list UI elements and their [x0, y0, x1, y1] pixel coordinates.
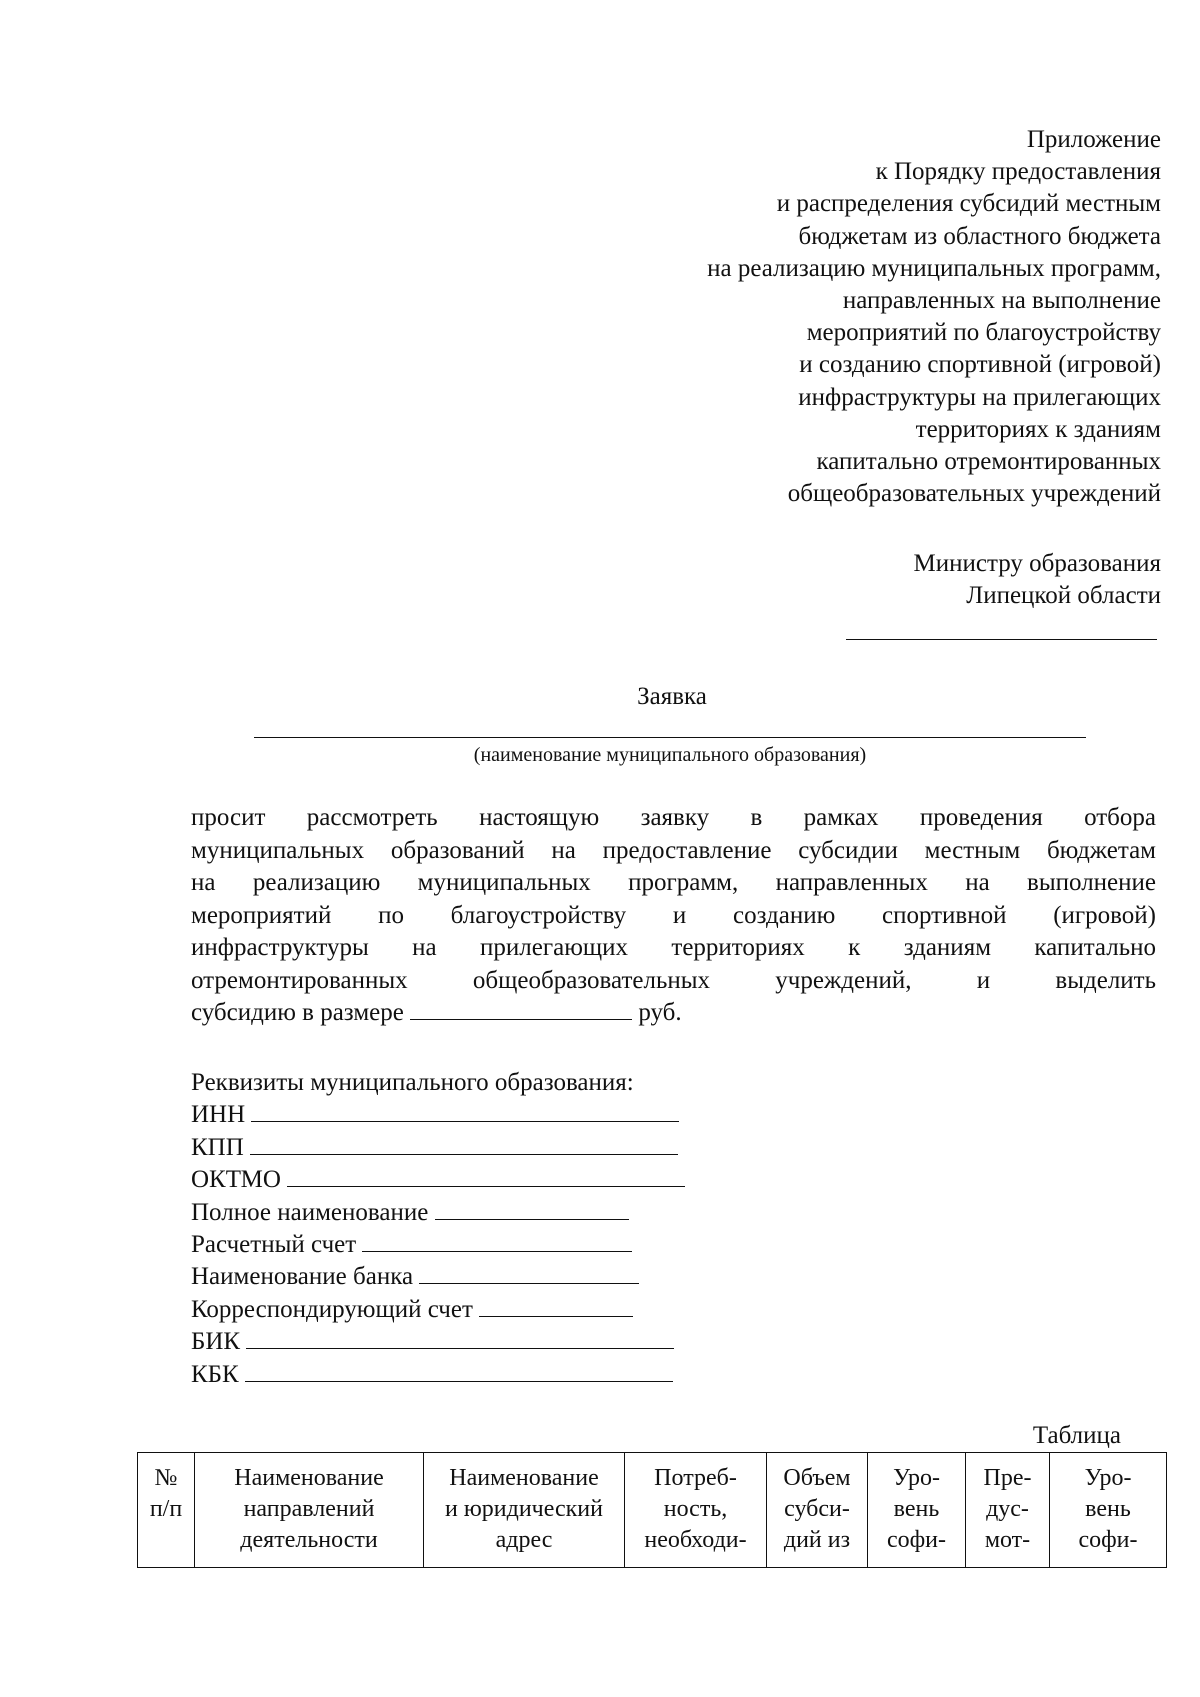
requisites-heading: Реквизиты муниципального образования:	[191, 1069, 634, 1096]
subsidy-amount-blank[interactable]	[410, 997, 632, 1020]
header-cell-subsidy-volume: Объем субси- дий из	[767, 1453, 868, 1568]
req-field-bank	[191, 1261, 685, 1293]
kbk-blank[interactable]	[245, 1359, 673, 1382]
table-caption: Таблица	[1032, 1422, 1121, 1449]
header-cell-number: № п/п	[138, 1453, 195, 1568]
req-field-inn	[191, 1099, 685, 1131]
appendix-line: к Порядку предоставления	[875, 158, 1161, 186]
header-cell-name-address: Наименование и юридический адрес	[424, 1453, 625, 1568]
header-cell-need: Потреб- ность, необходи-	[625, 1453, 767, 1568]
req-label: ОКТМО	[191, 1166, 281, 1194]
subsidy-prefix: субсидию в размере	[191, 999, 404, 1026]
req-field-kbk	[191, 1359, 685, 1391]
kpp-blank[interactable]	[250, 1132, 678, 1155]
appendix-line: и созданию спортивной (игровой)	[799, 351, 1161, 379]
municipality-caption: (наименование муниципального образования)	[473, 744, 867, 766]
subsidy-suffix: руб.	[638, 999, 682, 1026]
body-line: мероприятий по благоустройству и созданию спортивной (игровой)	[191, 901, 1156, 929]
req-field-kpp	[191, 1132, 685, 1164]
appendix-line: бюджетам из областного бюджета	[798, 222, 1161, 250]
bik-blank[interactable]	[246, 1326, 674, 1349]
req-label: Наименование банка	[191, 1263, 414, 1291]
appendix-line: территориях к зданиям	[915, 415, 1161, 443]
header-cell-activity: Наименование направлений деятельности	[195, 1453, 424, 1568]
req-field-full-name	[191, 1197, 685, 1229]
account-blank[interactable]	[362, 1229, 632, 1252]
body-line: отремонтированных общеобразовательных учреждений, и выделить	[191, 966, 1156, 994]
header-cell-provided: Пре- дус- мот-	[966, 1453, 1050, 1568]
appendix-line: на реализацию муниципальных программ,	[707, 254, 1161, 282]
req-label: БИК	[191, 1328, 241, 1356]
application-table	[137, 1452, 1167, 1568]
header-cell-cofinancing-level: Уро- вень софи-	[868, 1453, 966, 1568]
appendix-header	[707, 124, 1161, 510]
appendix-line: капитально отремонтированных	[816, 448, 1161, 476]
requisites-block	[191, 1067, 685, 1391]
bank-blank[interactable]	[419, 1261, 639, 1284]
body-line: инфраструктуры на прилегающих территориях к зданиям капитально	[191, 934, 1156, 961]
corr-account-blank[interactable]	[479, 1294, 633, 1317]
addressee-line: Липецкой области	[966, 582, 1161, 609]
req-label: Корреспондирующий счет	[191, 1295, 473, 1323]
oktmo-blank[interactable]	[287, 1164, 685, 1187]
addressee-line: Министру образования	[913, 550, 1161, 577]
inn-blank[interactable]	[251, 1099, 679, 1122]
subsidy-amount-line	[191, 997, 1156, 1030]
table-header-row	[138, 1453, 1167, 1568]
req-label: Полное наименование	[191, 1198, 429, 1226]
document-title: Заявка	[637, 683, 707, 710]
req-field-corr-account	[191, 1294, 685, 1326]
appendix-line: мероприятий по благоустройству	[806, 319, 1161, 347]
appendix-line: направленных на выполнение	[842, 287, 1161, 315]
appendix-line: общеобразовательных учреждений	[787, 480, 1161, 508]
appendix-line: и распределения субсидий местным	[776, 190, 1161, 218]
req-field-oktmo	[191, 1164, 685, 1196]
req-field-account	[191, 1229, 685, 1261]
body-line: муниципальных образований на предоставление субсидии местным бюджетам	[191, 836, 1156, 864]
signature-blank-line[interactable]	[846, 639, 1157, 640]
application-body	[191, 802, 1156, 1030]
body-line: просит рассмотреть настоящую заявку в рамках проведения отбора	[191, 804, 1156, 831]
req-label: КПП	[191, 1133, 244, 1161]
full-name-blank[interactable]	[435, 1197, 629, 1220]
appendix-line: Приложение	[1026, 126, 1161, 153]
body-line: на реализацию муниципальных программ, направленных на выполнение	[191, 869, 1156, 896]
header-cell-cofinancing-level-2: Уро- вень софи-	[1050, 1453, 1167, 1568]
req-label: Расчетный счет	[191, 1230, 357, 1258]
req-label: ИНН	[191, 1101, 246, 1129]
addressee-block	[914, 548, 1162, 612]
req-label: КБК	[191, 1360, 239, 1388]
municipality-name-blank[interactable]	[254, 737, 1086, 738]
req-field-bik	[191, 1326, 685, 1358]
appendix-line: инфраструктуры на прилегающих	[798, 383, 1161, 411]
